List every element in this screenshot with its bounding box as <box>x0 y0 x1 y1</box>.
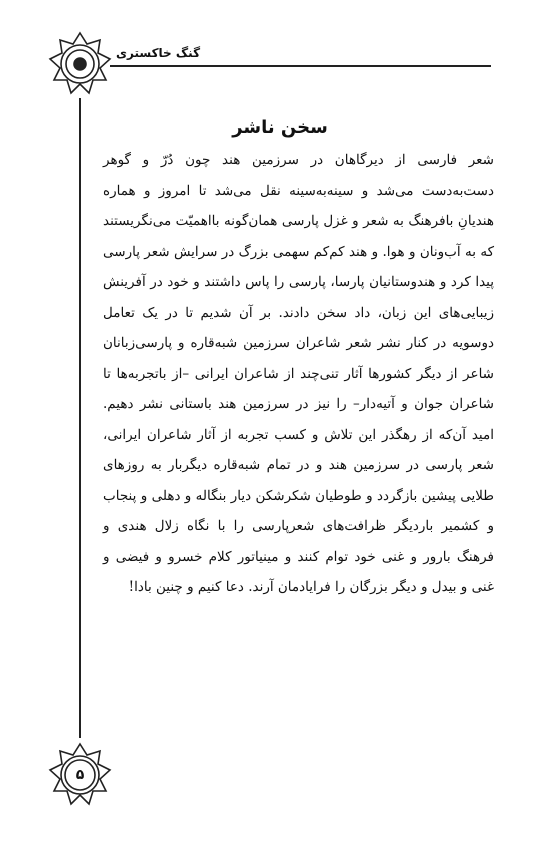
book-title: گنگ خاکستری <box>116 46 201 60</box>
page-title: سخن ناشر <box>232 117 328 138</box>
margin-rule <box>79 98 81 738</box>
page-number: ۵ <box>75 767 85 783</box>
rosette-ornament-icon <box>47 31 113 97</box>
header-rule <box>110 65 491 67</box>
body-paragraph: شعر فارسی از دیرگاهان در سرزمین هند چون دُرّ و گوهر دست‌به‌دست می‌شد و سینه‌به‌سینه نقل می‌شد تا امروز و هماره هندیانِ بافرهنگ به شعر و غزل پارسی همان‌گونه بااهمیّت می‌نگریستند که به آب‌ونان و هوا. و هند کم‌کم سهمی بزرگ در سرایش شعر پارسی پیدا کرد و هندوستانیان پارسا، پارسی را پاس داشتند و خود در آفرینش زیبایی‌های این زبان، داد سخن دادند. بر آن شدیم تا در یک تعامل دوسویه در کنار نشر شعر شاعران سرزمین شبه‌قاره و پارسی‌زبانان شاعر از دیگر کشورها آثار تنی‌چند از شاعران ایرانی –از باتجربه‌ها تا شاعران جوان و آتیه‌دار– را نیز در سرزمین هند باستانی نشر دهیم. امید آن‌که از رهگذر این تلاش و کسب تجربه از آثار شاعران ایرانی، شعر پارسی در سرزمین هند و در تمام شبه‌قاره دیگربار به روزهای طلایی پیشین بازگردد و طوطیان شکرشکن دیار بنگاله و دهلی و پنجاب و کشمیر باردیگر ظرافت‌های شعرپارسی را با نگاه زلال هندی و فرهنگ بارور و غنی خود توام کنند و مینیاتور کلام خسرو و فیضی و غنی و بیدل و دیگر بزرگان را فرایادمان آرند. دعا کنیم و چنین بادا! <box>103 152 494 595</box>
